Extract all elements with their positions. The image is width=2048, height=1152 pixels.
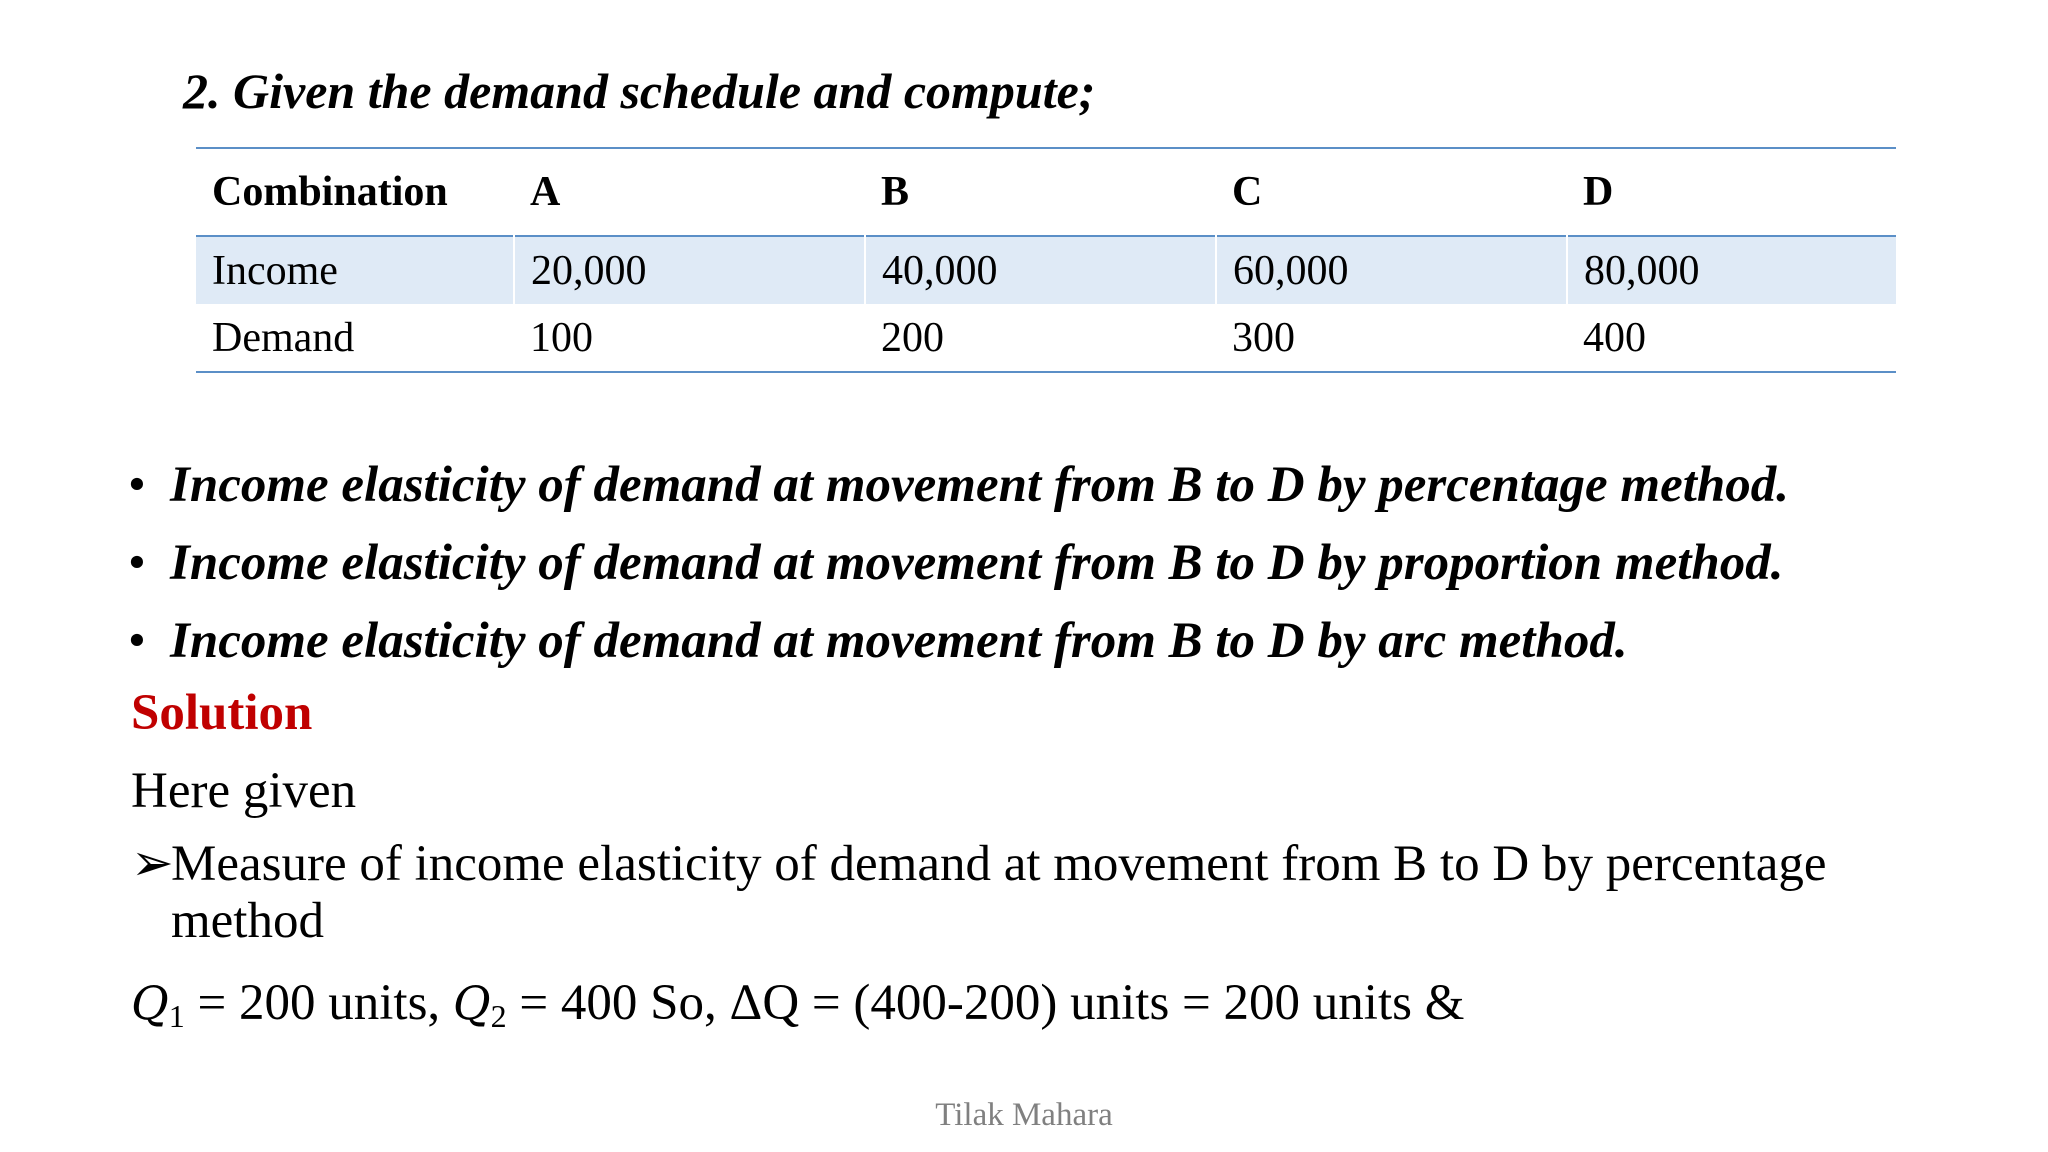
table-row-income xyxy=(196,236,1896,304)
here-given-text: Here given xyxy=(131,763,357,819)
income-d: 80,000 xyxy=(1567,236,1896,304)
task-text: Income elasticity of demand at movement from B to D by proportion method. xyxy=(170,535,1784,591)
measure-text: Measure of income elasticity of demand at movement from B to D by percentage method xyxy=(171,836,1827,949)
solution-heading: Solution xyxy=(131,685,313,741)
task-item-percentage xyxy=(128,446,1789,524)
income-c: 60,000 xyxy=(1216,236,1567,304)
footer-author: Tilak Mahara xyxy=(935,1097,1113,1133)
task-item-proportion xyxy=(128,524,1789,602)
formula-line xyxy=(131,970,1464,1049)
task-text: Income elasticity of demand at movement from B to D by arc method. xyxy=(170,613,1628,669)
table-row-demand xyxy=(196,304,1896,372)
demand-c: 300 xyxy=(1232,314,1295,361)
demand-a: 100 xyxy=(530,314,593,361)
q2-subscript: 2 xyxy=(490,998,507,1034)
header-a: A xyxy=(530,169,561,215)
row-label-income: Income xyxy=(196,236,514,304)
header-d: D xyxy=(1583,169,1614,215)
bullet-icon: • xyxy=(128,535,146,591)
q2-value: = 400 So, ΔQ = (400-200) units = 200 units & xyxy=(506,975,1465,1031)
income-b: 40,000 xyxy=(865,236,1216,304)
task-list xyxy=(128,446,1789,680)
header-combination: Combination xyxy=(212,169,448,215)
bullet-icon: • xyxy=(128,457,146,513)
q1-value: = 200 units, xyxy=(184,975,453,1031)
q2-symbol: Q xyxy=(452,976,491,1030)
slide-title: 2. Given the demand schedule and compute; xyxy=(183,63,1096,119)
q1-symbol: Q xyxy=(131,976,169,1030)
header-b: B xyxy=(881,169,910,215)
demand-schedule-table xyxy=(196,147,1896,373)
bullet-icon: • xyxy=(128,613,146,669)
demand-b: 200 xyxy=(881,314,944,361)
measure-item xyxy=(131,836,1931,950)
table-header-row xyxy=(196,148,1896,236)
arrow-bullet-icon: ➢ xyxy=(131,836,174,892)
income-a: 20,000 xyxy=(514,236,865,304)
q1-subscript: 1 xyxy=(168,998,185,1034)
row-label-demand: Demand xyxy=(212,314,355,361)
task-item-arc xyxy=(128,602,1789,680)
header-c: C xyxy=(1232,169,1263,215)
demand-d: 400 xyxy=(1583,314,1646,361)
task-text: Income elasticity of demand at movement from B to D by percentage method. xyxy=(170,457,1790,513)
